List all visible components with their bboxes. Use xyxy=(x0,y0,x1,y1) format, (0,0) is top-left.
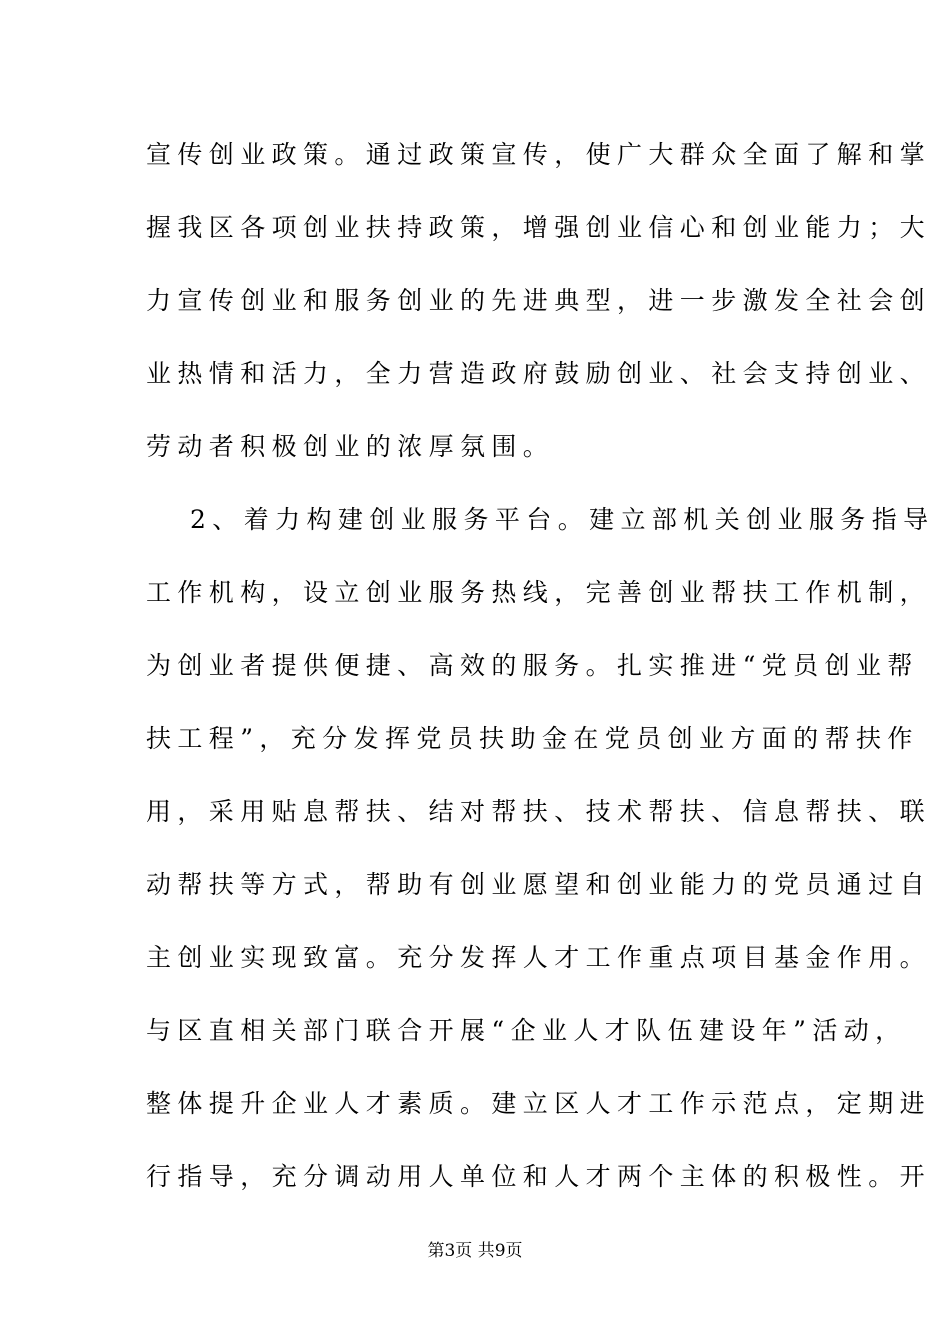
text-line: 行指导，充分调动用人单位和人才两个主体的积极性。开 xyxy=(146,1162,932,1191)
text-line: 业热情和活力，全力营造政府鼓励创业、社会支持创业、 xyxy=(146,359,932,388)
text-line: 工作机构，设立创业服务热线，完善创业帮扶工作机制， xyxy=(146,578,932,607)
text-line: 力宣传创业和服务创业的先进典型，进一步激发全社会创 xyxy=(146,286,932,315)
text-line: 动帮扶等方式，帮助有创业愿望和创业能力的党员通过自 xyxy=(146,870,932,899)
text-line: 整体提升企业人才素质。建立区人才工作示范点，定期进 xyxy=(146,1089,932,1118)
text-line: 为创业者提供便捷、高效的服务。扎实推进“党员创业帮 xyxy=(146,651,919,680)
text-line: 2、着力构建创业服务平台。建立部机关创业服务指导 xyxy=(190,505,935,534)
body-text xyxy=(146,130,935,1225)
text-line: 宣传创业政策。通过政策宣传，使广大群众全面了解和掌 xyxy=(146,140,932,169)
text-line: 与区直相关部门联合开展“企业人才队伍建设年”活动， xyxy=(146,1016,907,1045)
text-line: 握我区各项创业扶持政策，增强创业信心和创业能力；大 xyxy=(146,213,932,242)
page-number-footer: 第3页 共9页 xyxy=(427,1241,523,1261)
text-line: 劳动者积极创业的浓厚氛围。 xyxy=(146,432,555,461)
text-line: 用，采用贴息帮扶、结对帮扶、技术帮扶、信息帮扶、联 xyxy=(146,797,932,826)
text-line: 主创业实现致富。充分发挥人才工作重点项目基金作用。 xyxy=(146,943,932,972)
text-line: 扶工程”，充分发挥党员扶助金在党员创业方面的帮扶作 xyxy=(146,724,919,753)
